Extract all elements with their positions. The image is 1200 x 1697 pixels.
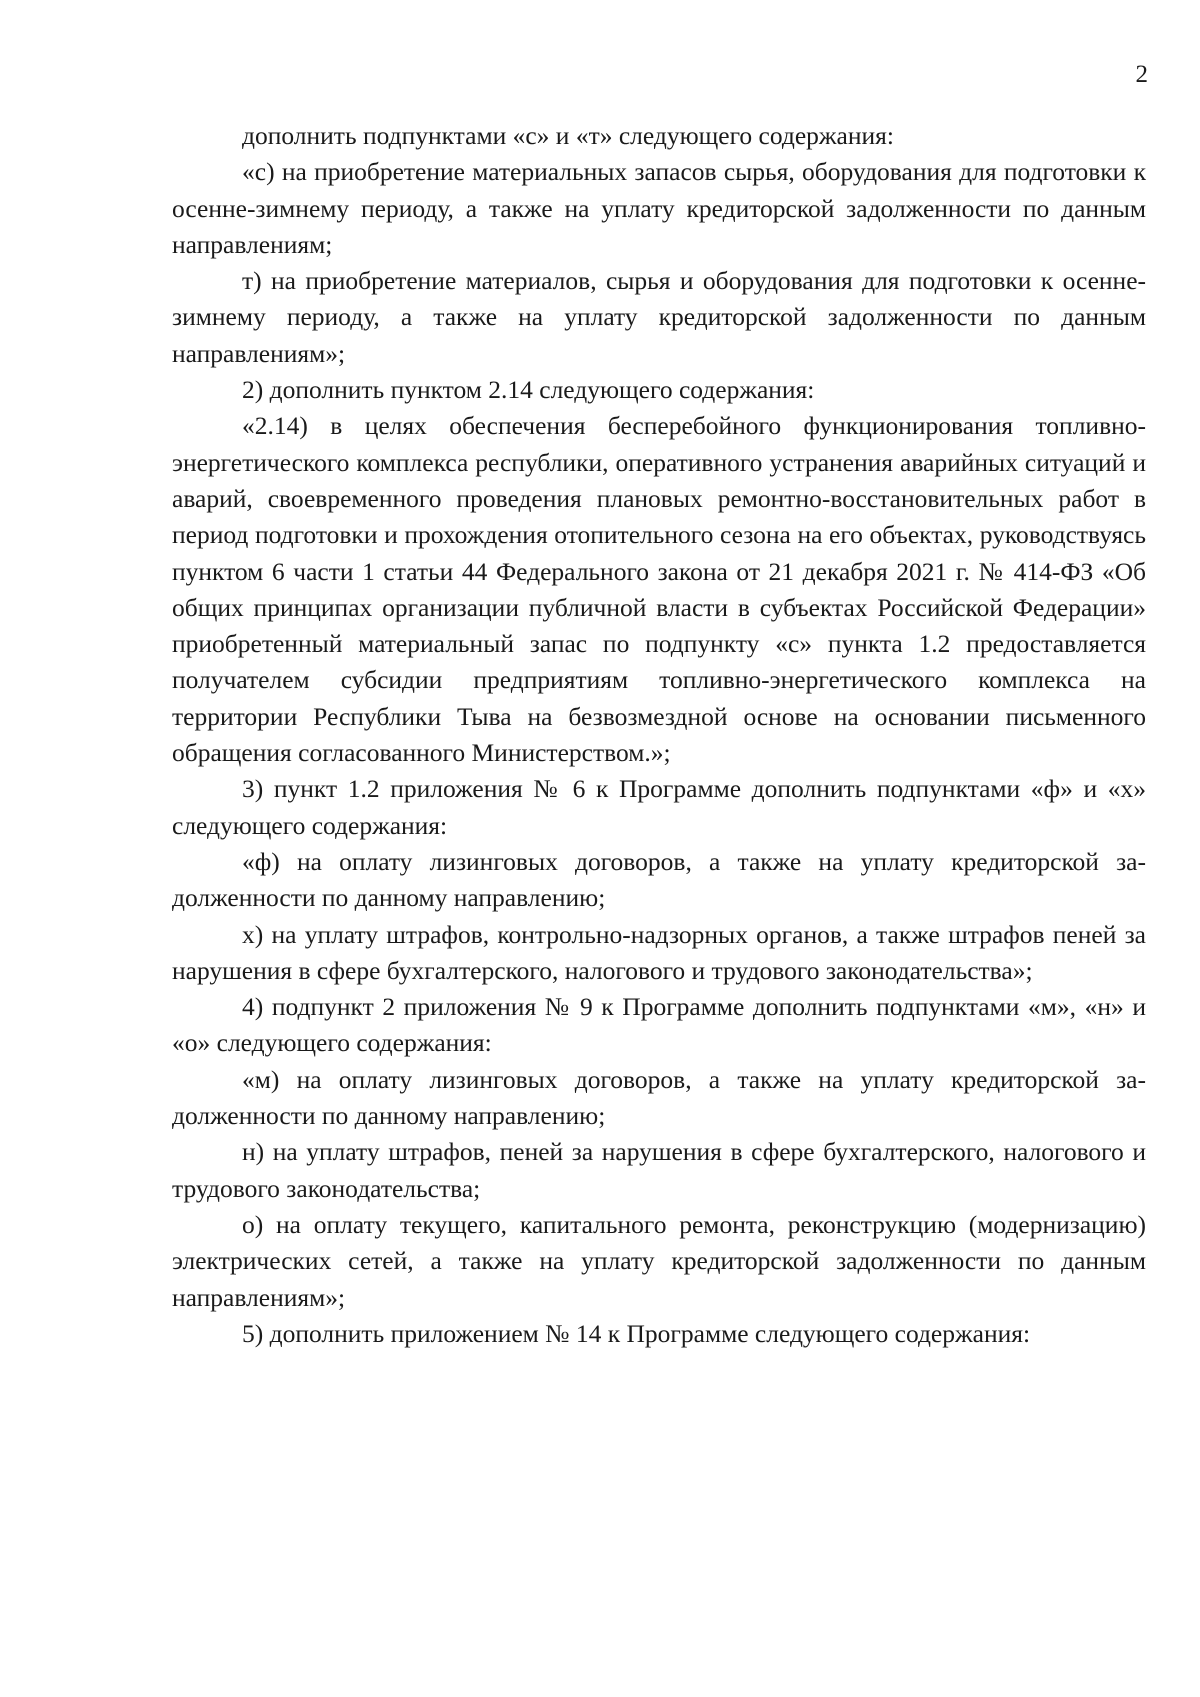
paragraph: «м) на оплату лизинговых договоров, а также на уплату кредиторской задолженности по данному направлению; [172,1064,1146,1131]
paragraph: 5) дополнить приложением № 14 к Программе следующего содержания: [242,1318,1031,1348]
paragraph: 4) подпункт 2 приложения № 9 к Программе дополнить подпунктами «м», «н» и «о» следующего содержания: [172,992,1146,1058]
page-number: 2 [1135,61,1148,88]
paragraph: дополнить подпунктами «с» и «т» следующего содержания: [242,121,894,150]
paragraph: «2.14) в целях обеспечения бесперебойного функционирования топливно-энергетического комплекса республики, оперативного устранения аварийных ситуаций и аварий, своевременного проведения плановых ремонтно-восстановительных работ в период подготовки и прохождения отопительного сезона на его объектах, руководствуясь пунктом 6 части 1 статьи 44 Федерального закона от 21 декабря 2021 г. № 414-ФЗ «Об общих принципах организации публичной власти в субъектах Российской Федерации» приобретенный материальный запас по подпункту «с» пункта 1.2 предоставляется получателем субсидии предприятиям топливно-энергетического комплекса на территории Республики Тыва на безвозмездной основе на основании письменного обращения согласованного Министерством.»; [172,411,1146,768]
paragraph: о) на оплату текущего, капитального ремонта, реконструкцию (модернизацию) электрических сетей, а также на уплату кредиторской задолженности по данным направлениям»; [172,1209,1146,1312]
document-body [172,118,1146,1352]
paragraph: 3) пункт 1.2 приложения № 6 к Программе дополнить подпунктами «ф» и «х» следующего содержания: [172,774,1146,840]
paragraph: н) на уплату штрафов, пеней за нарушения в сфере бухгалтерского, налогового и трудового законодательства; [172,1137,1146,1203]
paragraph: х) на уплату штрафов, контрольно-надзорных органов, а также штрафов пеней за нарушения в сфере бухгалтерского, налогового и трудового законодательства»; [172,919,1146,985]
paragraph: 2) дополнить пунктом 2.14 следующего содержания: [242,375,815,405]
paragraph: «ф) на оплату лизинговых договоров, а также на уплату кредиторской задолженности по данному направлению; [172,846,1146,913]
paragraph: т) на приобретение материалов, сырья и оборудования для подготовки к осенне-зимнему периоду, а также на уплату кредиторской задолженности по данным направлениям»; [172,266,1146,368]
paragraph: «с) на приобретение материальных запасов сырья, оборудования для подготовки к осенне-зимнему периоду, а также на уплату кредиторской задолженности по данным направлениям; [172,157,1146,259]
